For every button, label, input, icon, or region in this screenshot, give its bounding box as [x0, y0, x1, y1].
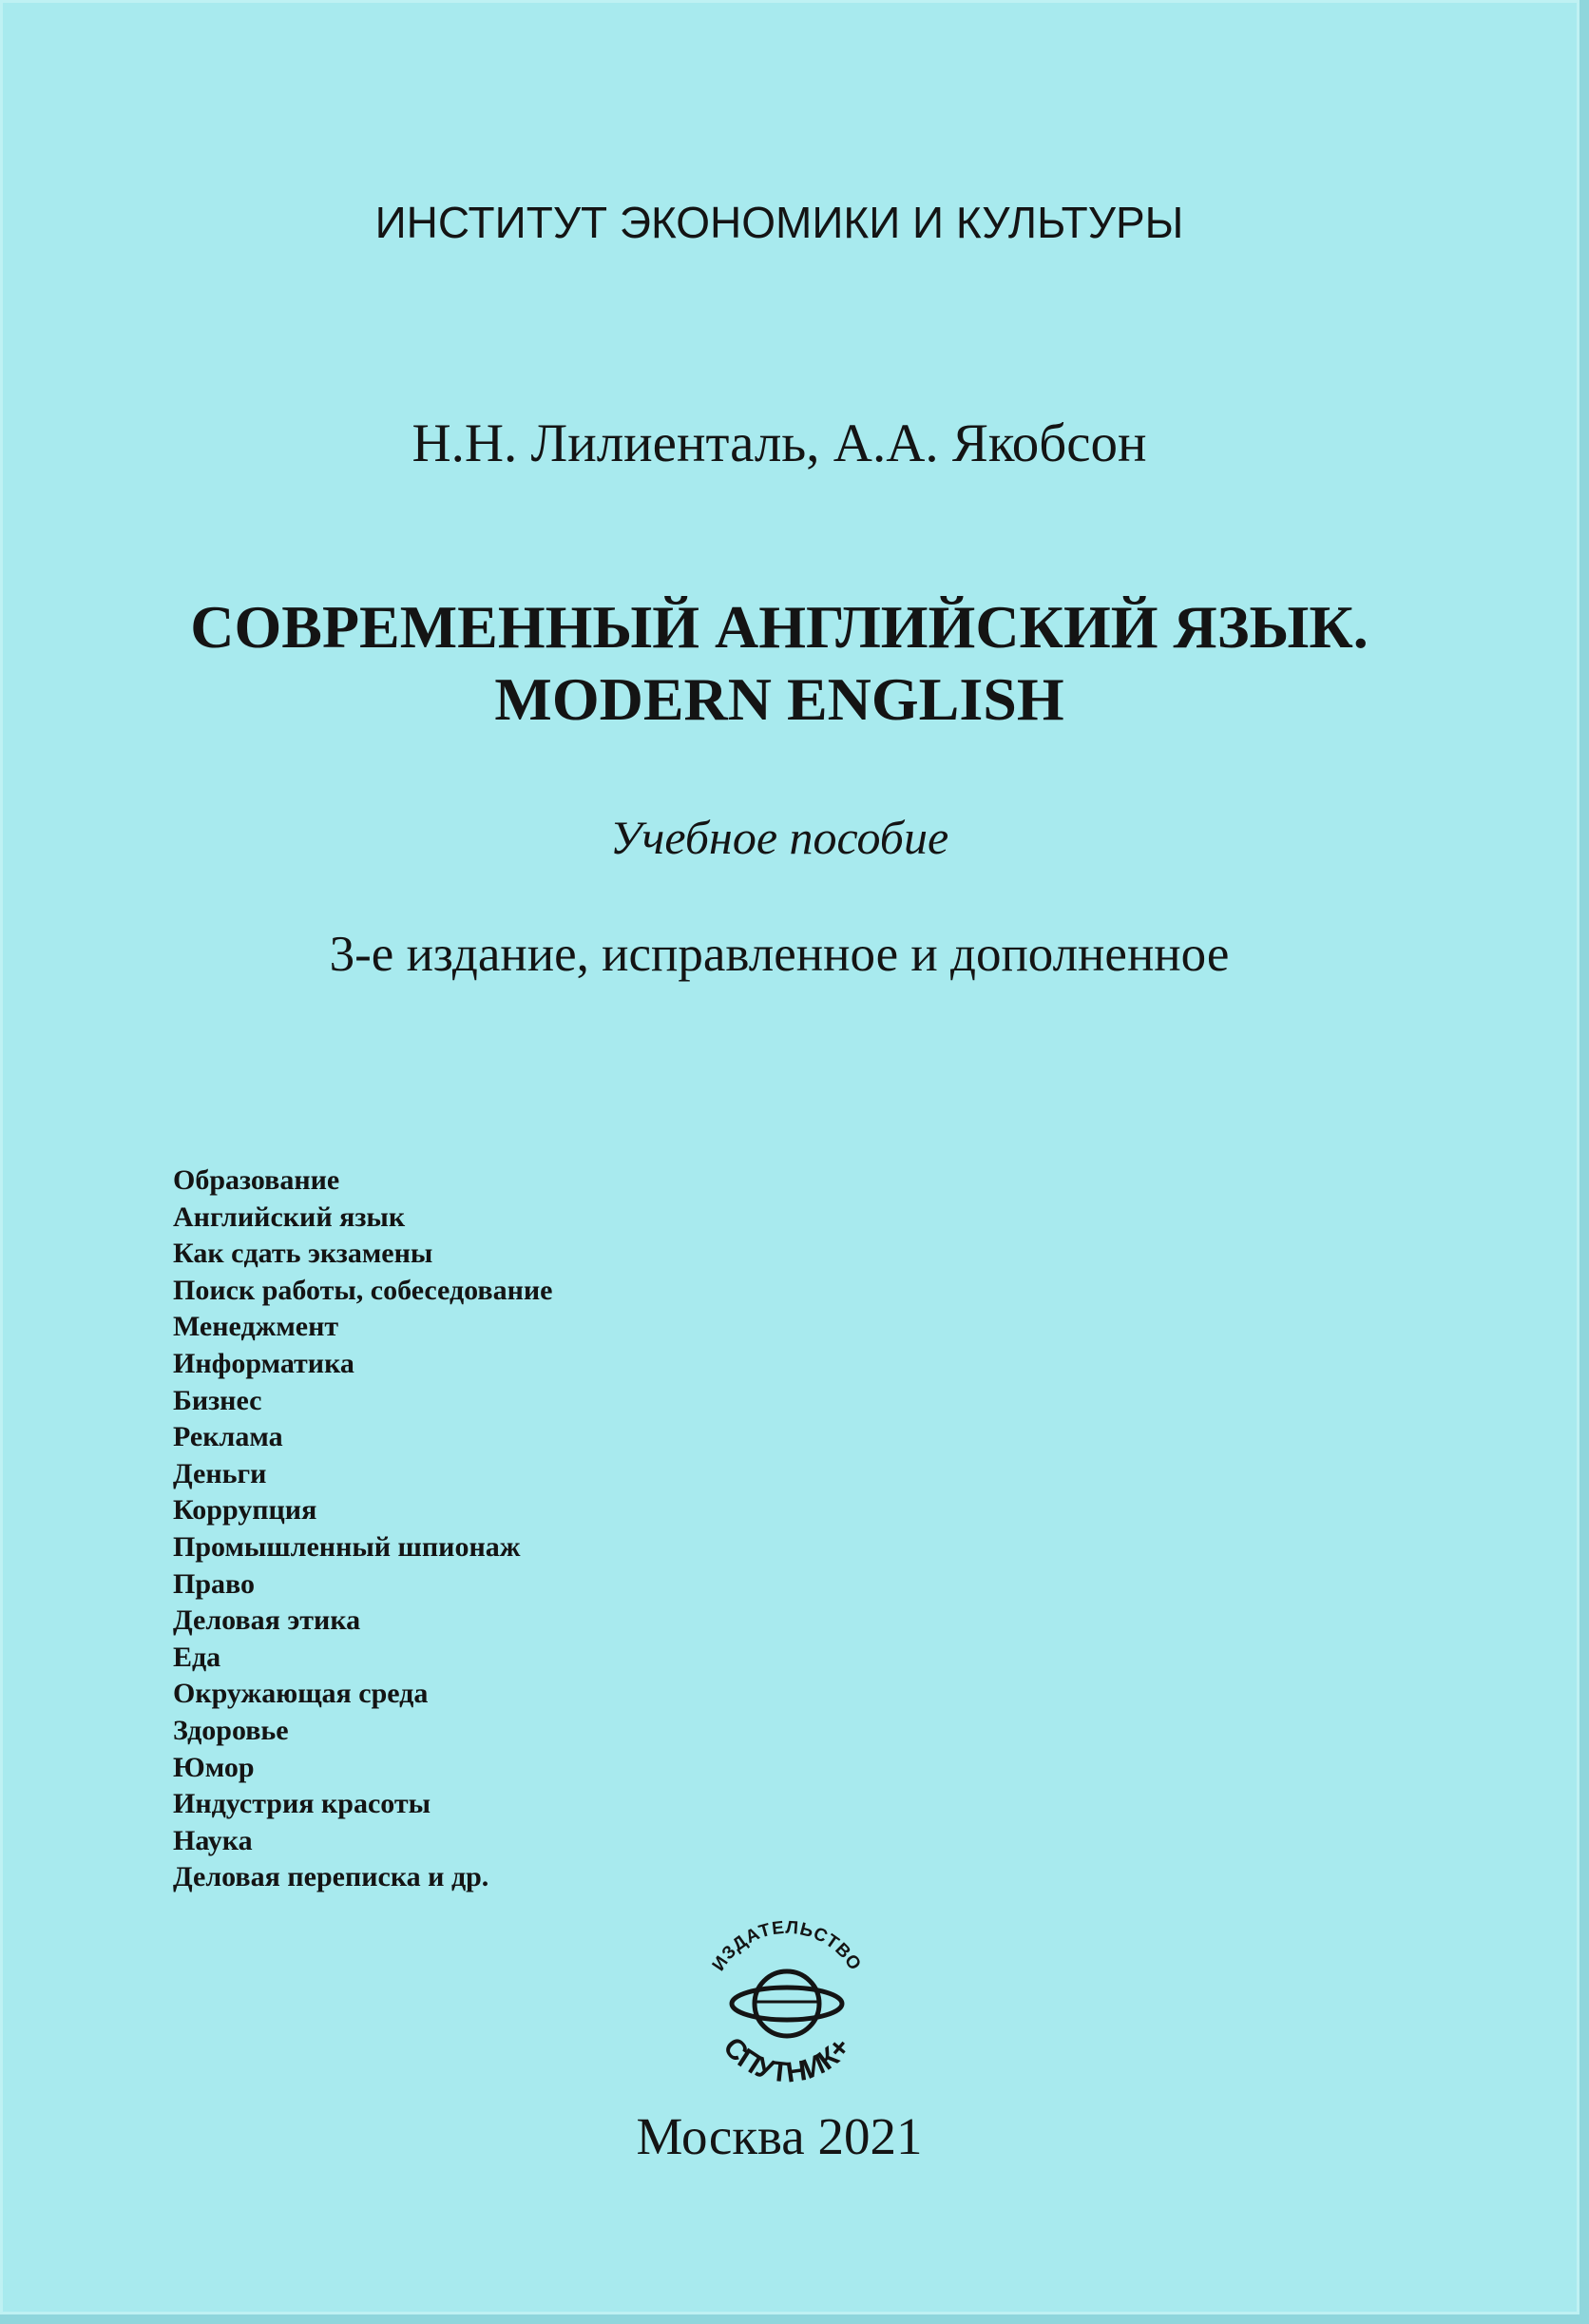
topic-item: Индустрия красоты — [173, 1788, 431, 1820]
topic-item: Деловая переписка и др. — [173, 1861, 489, 1893]
topic-item: Здоровье — [173, 1714, 289, 1746]
planet-ring-icon — [732, 1971, 842, 2036]
book-title-line-1: СОВРЕМЕННЫЙ АНГЛИЙСКИЙ ЯЗЫК. — [190, 593, 1369, 661]
publisher-arc-bottom: СПУТНИК+ — [717, 2031, 857, 2089]
book-subtitle: Учебное пособие — [609, 811, 949, 864]
svg-text:ИЗДАТЕЛЬСТВО — [709, 1918, 865, 1975]
topic-item: Поиск работы, собеседование — [173, 1274, 553, 1306]
topic-item: Менеджмент — [173, 1311, 339, 1343]
topic-item: Деньги — [173, 1457, 267, 1489]
topic-item: Окружающая среда — [173, 1678, 429, 1710]
topic-item: Юмор — [173, 1751, 255, 1783]
topic-item: Право — [173, 1567, 256, 1600]
book-title-line-2: MODERN ENGLISH — [494, 665, 1064, 733]
topic-item: Бизнес — [173, 1384, 262, 1416]
edition-note: 3-е издание, исправленное и дополненное — [329, 927, 1230, 982]
topic-item: Образование — [173, 1164, 340, 1196]
authors: Н.Н. Лилиенталь, А.А. Якобсон — [412, 413, 1147, 473]
institute-name: ИНСТИТУТ ЭКОНОМИКИ И КУЛЬТУРЫ — [374, 198, 1184, 247]
svg-text:СПУТНИК+ — [717, 2031, 856, 2088]
topic-item: Информатика — [173, 1347, 354, 1379]
topic-item: Английский язык — [173, 1200, 406, 1233]
city-year: Москва 2021 — [636, 2107, 923, 2165]
topic-item: Промышленный шпионаж — [173, 1530, 521, 1563]
topic-item: Наука — [173, 1824, 253, 1856]
publisher-arc-top: ИЗДАТЕЛЬСТВО — [708, 1917, 866, 1975]
topic-item: Как сдать экзамены — [173, 1238, 433, 1270]
topics-list — [173, 1162, 553, 1896]
topic-item: Коррупция — [173, 1494, 317, 1527]
topic-item: Еда — [173, 1641, 221, 1673]
topic-item: Деловая этика — [173, 1604, 361, 1637]
topic-item: Реклама — [173, 1421, 283, 1453]
publisher-logo — [692, 1901, 882, 2091]
